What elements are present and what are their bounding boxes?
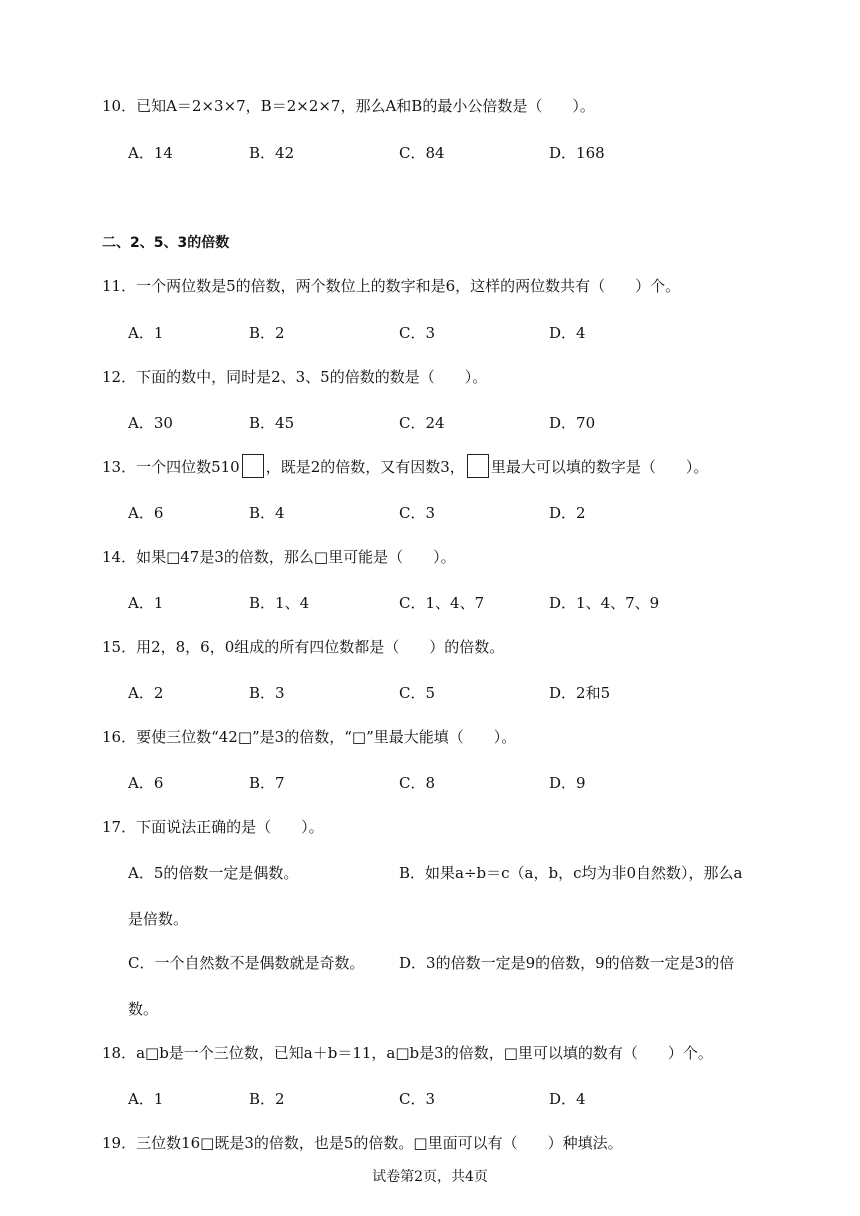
question-12-options [128, 412, 788, 434]
option-a: A．1 [128, 1090, 164, 1108]
option-c: C．5 [399, 684, 436, 702]
question-11: 11．一个两位数是5的倍数，两个数位上的数字和是6，这样的两位数共有（ ）个。 [102, 277, 681, 295]
option-d-continued: 数。 [128, 1000, 159, 1018]
option-b: B．3 [249, 684, 285, 702]
question-13-part1: 13．一个四位数510 [102, 458, 240, 476]
option-d: D．2 [549, 504, 586, 522]
question-14: 14．如果□47是3的倍数，那么□里可能是（ ）。 [102, 548, 456, 566]
option-a: A．6 [128, 504, 164, 522]
option-d: D．9 [549, 774, 586, 792]
option-c: C．84 [399, 144, 445, 162]
option-d: D．1、4、7、9 [549, 594, 660, 612]
question-11-options [128, 322, 788, 344]
option-d: D．4 [549, 324, 586, 342]
question-18-options [128, 1088, 788, 1110]
option-c: C．24 [399, 414, 445, 432]
question-13-part2: ，既是2的倍数，又有因数3， [265, 458, 465, 476]
option-b: B．如果a÷b＝c（a，b，c均为非0自然数），那么a [399, 864, 743, 882]
option-b: B．45 [249, 414, 295, 432]
option-a: A．1 [128, 594, 164, 612]
question-10-options [128, 142, 788, 164]
option-b-continued: 是倍数。 [128, 910, 189, 928]
option-d: D．168 [549, 144, 605, 162]
option-b: B．42 [249, 144, 295, 162]
option-a: A．14 [128, 144, 173, 162]
blank-box [467, 454, 489, 478]
option-a: A．1 [128, 324, 164, 342]
option-d: D．70 [549, 414, 596, 432]
option-c: C．8 [399, 774, 436, 792]
option-d: D．2和5 [549, 684, 611, 702]
option-c: C．3 [399, 1090, 436, 1108]
question-15: 15．用2，8，6，0组成的所有四位数都是（ ）的倍数。 [102, 638, 505, 656]
question-10: 10．已知A＝2×3×7，B＝2×2×7，那么A和B的最小公倍数是（ ）。 [102, 97, 595, 115]
question-15-options [128, 682, 788, 704]
question-17: 17．下面说法正确的是（ ）。 [102, 818, 324, 836]
option-b: B．1、4 [249, 594, 310, 612]
option-d: D．3的倍数一定是9的倍数，9的倍数一定是3的倍 [399, 954, 735, 972]
option-a: A．6 [128, 774, 164, 792]
page-footer: 试卷第2页，共4页 [372, 1169, 488, 1185]
option-a: A．2 [128, 684, 164, 702]
question-18: 18．a□b是一个三位数，已知a＋b＝11，a□b是3的倍数，□里可以填的数有（ ）个。 [102, 1044, 713, 1062]
question-19: 19．三位数16□既是3的倍数，也是5的倍数。□里面可以有（ ）种填法。 [102, 1134, 623, 1152]
question-13-part3: 里最大可以填的数字是（ ）。 [490, 458, 709, 476]
question-13 [102, 456, 782, 478]
option-a: A．5的倍数一定是偶数。 [128, 864, 299, 882]
question-13-options [128, 502, 788, 524]
blank-box [242, 454, 264, 478]
option-c: C．1、4、7 [399, 594, 485, 612]
option-a: A．30 [128, 414, 173, 432]
option-b: B．2 [249, 1090, 285, 1108]
question-16: 16．要使三位数“42□”是3的倍数，“□”里最大能填（ ）。 [102, 728, 517, 746]
option-c: C．3 [399, 324, 436, 342]
option-b: B．7 [249, 774, 285, 792]
option-d: D．4 [549, 1090, 586, 1108]
option-c: C．3 [399, 504, 436, 522]
question-12: 12．下面的数中，同时是2、3、5的倍数的数是（ ）。 [102, 368, 488, 386]
option-c: C．一个自然数不是偶数就是奇数。 [128, 954, 365, 972]
option-b: B．4 [249, 504, 285, 522]
section-heading: 二、2、5、3的倍数 [102, 235, 230, 251]
option-b: B．2 [249, 324, 285, 342]
question-16-options [128, 772, 788, 794]
question-14-options [128, 592, 788, 614]
